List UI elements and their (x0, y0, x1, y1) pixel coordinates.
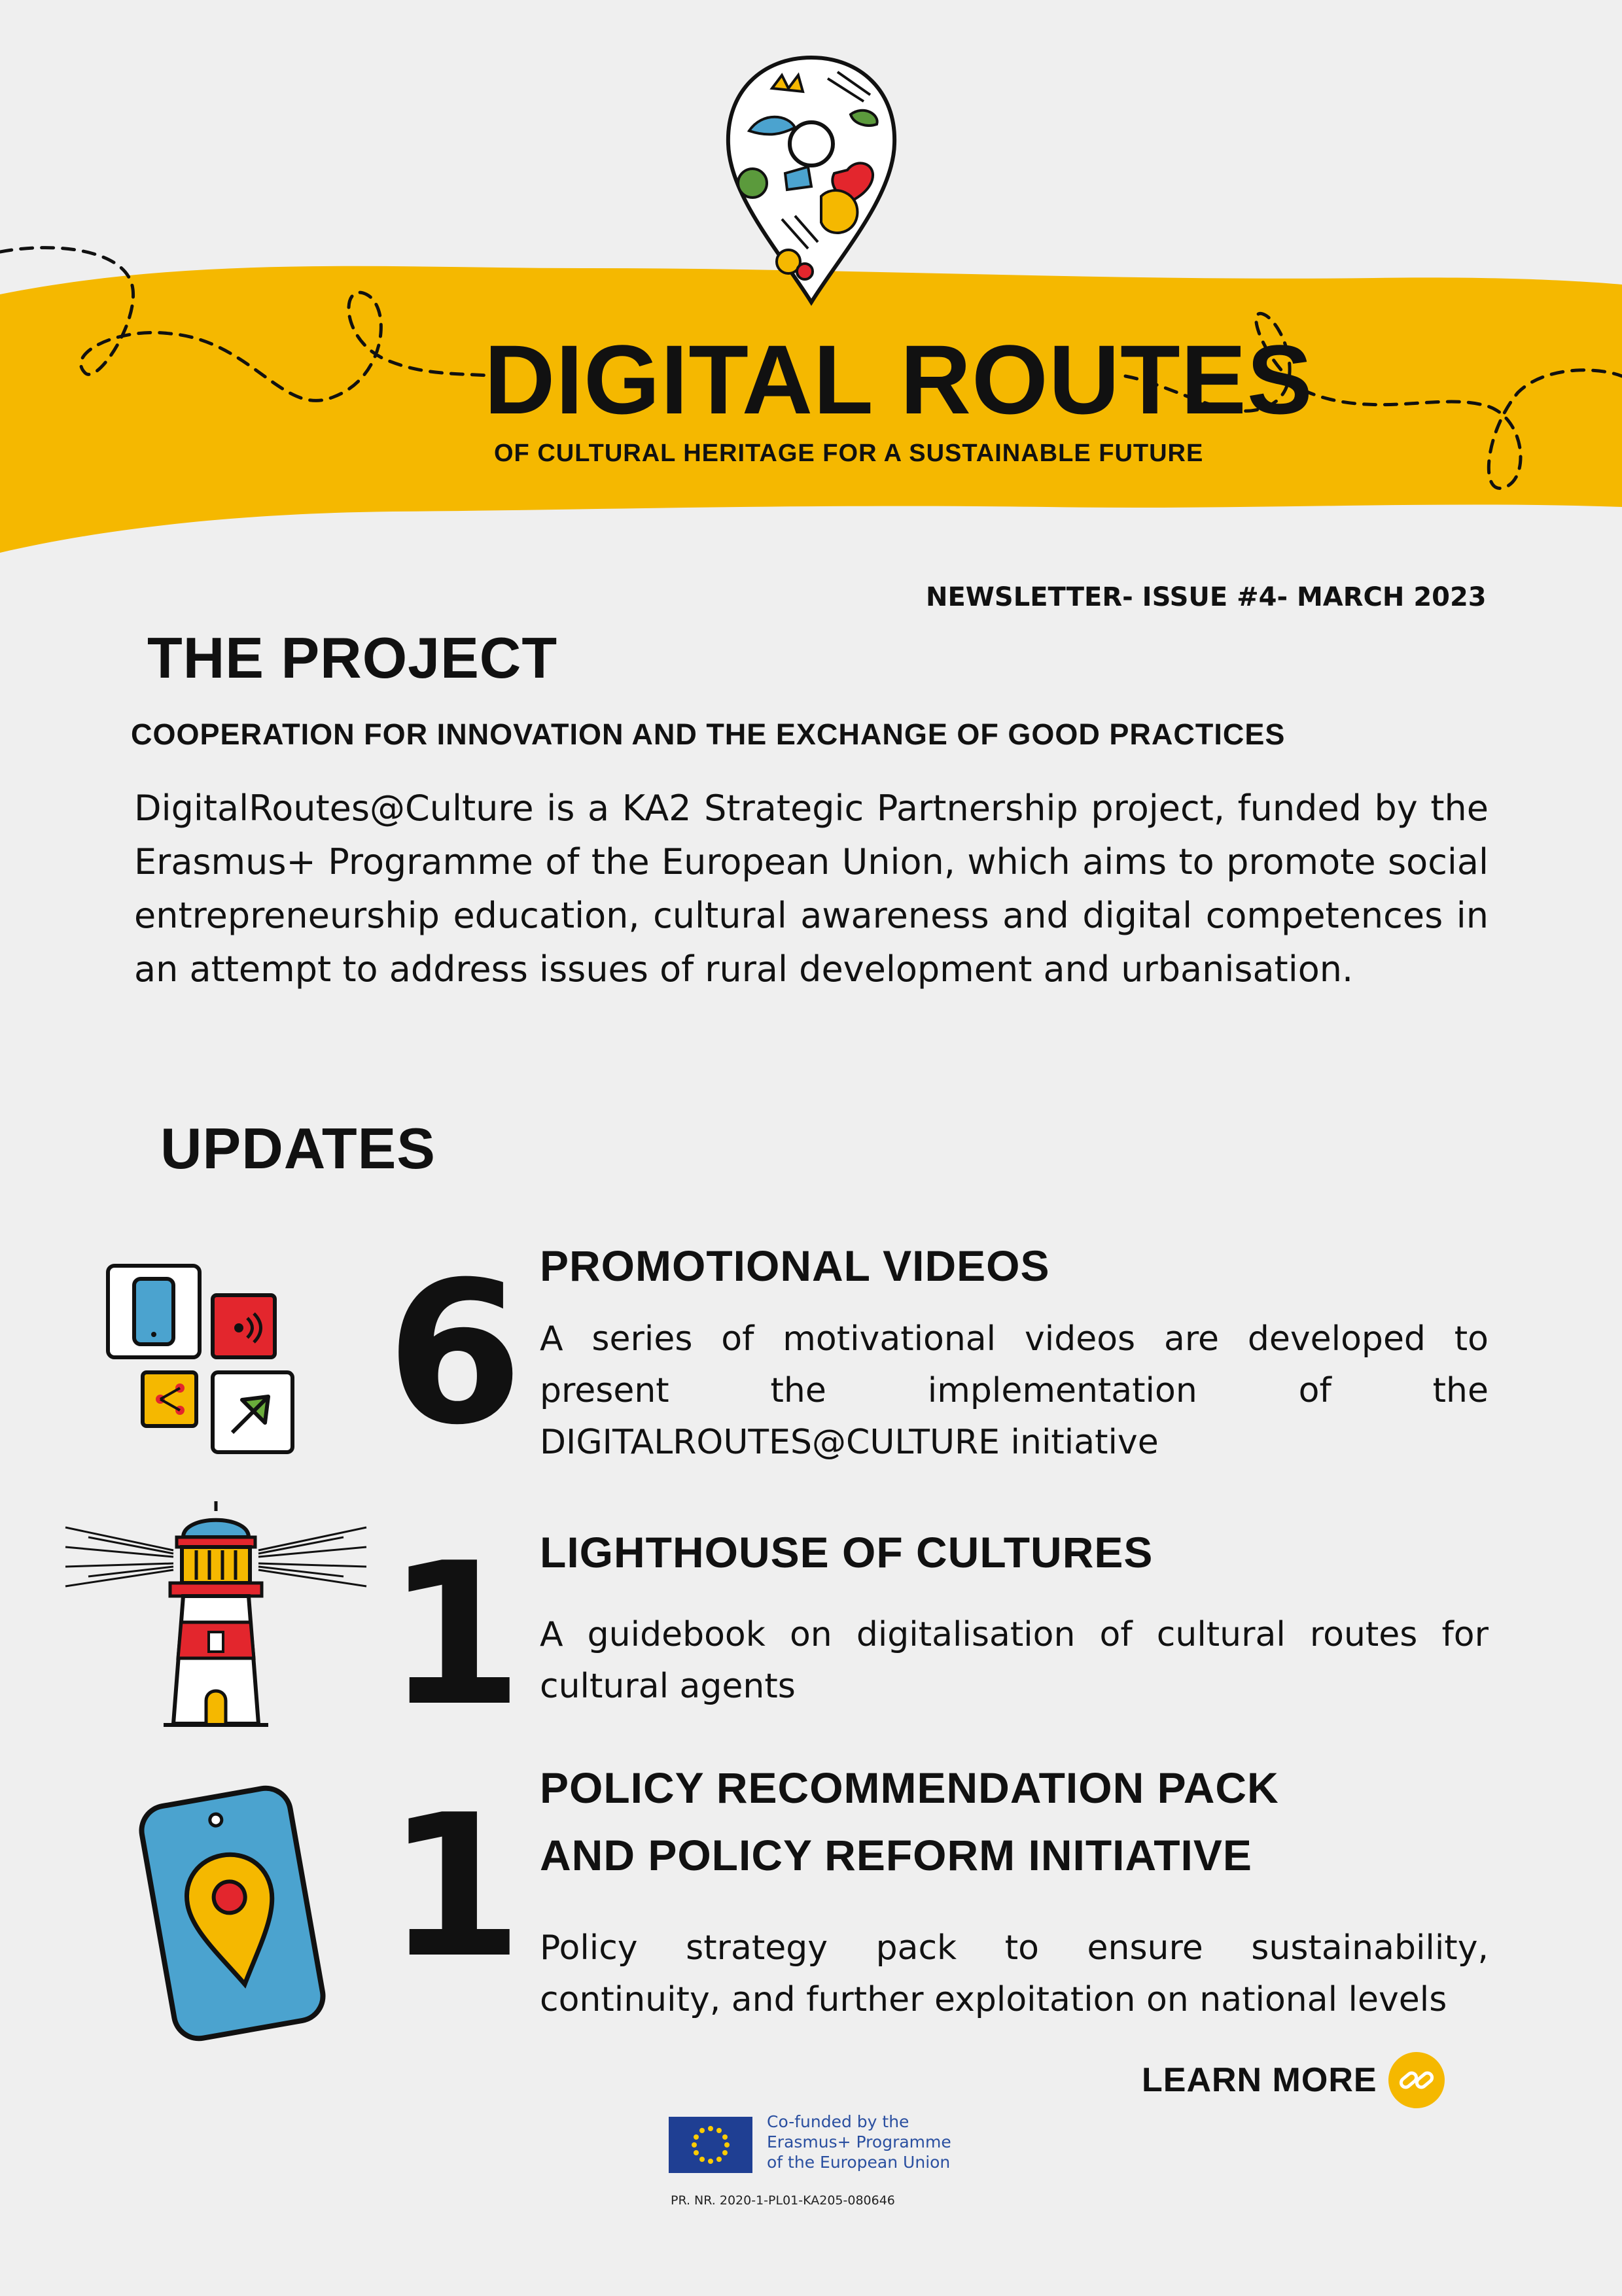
newsletter-title: DIGITAL ROUTES (484, 324, 1313, 434)
project-subheading: COOPERATION FOR INNOVATION AND THE EXCHANGE OF GOOD PRACTICES (131, 718, 1286, 751)
lighthouse-title: LIGHTHOUSE OF CULTURES (540, 1528, 1154, 1576)
link-icon[interactable] (1388, 2052, 1445, 2108)
project-heading: THE PROJECT (147, 625, 558, 690)
newsletter-subtitle: OF CULTURAL HERITAGE FOR A SUSTAINABLE FUTURE (494, 440, 1204, 467)
eu-flag-icon (669, 2117, 752, 2173)
chain-link-icon (1388, 2052, 1445, 2108)
phone-location-icon (134, 1783, 330, 2044)
videos-title: PROMOTIONAL VIDEOS (540, 1242, 1050, 1290)
media-apps-icon (105, 1262, 301, 1459)
policy-description: Policy strategy pack to ensure sustainability, continuity, and further exploitation on national levels (540, 1928, 1489, 2019)
policy-count: 1 (386, 1773, 523, 2001)
videos-description: A series of motivational videos are developed to present the implementation of the DIGITALROUTES@CULTURE initiative (540, 1319, 1489, 1462)
project-number: PR. NR. 2020-1-PL01-KA205-080646 (671, 2193, 895, 2208)
project-description: DigitalRoutes@Culture is a KA2 Strategic Partnership project, funded by the Erasmus+ Programme of the European Union, which aims to promote social entrepreneurship education, cultural awareness and digital competences in an attempt to address issues of rural development and urbanisation. (134, 788, 1489, 990)
updates-heading: UPDATES (160, 1116, 436, 1181)
logo-pin-icon (723, 52, 900, 307)
videos-count: 6 (386, 1240, 523, 1468)
eu-cofunded-text (767, 2112, 951, 2172)
learn-more-link[interactable]: LEARN MORE (1142, 2061, 1377, 2099)
eu-text-line3: of the European Union (767, 2153, 951, 2172)
eu-text-line1: Co-funded by the (767, 2112, 909, 2131)
issue-label: NEWSLETTER- ISSUE #4- MARCH 2023 (926, 582, 1487, 612)
policy-title-line2: AND POLICY REFORM INITIATIVE (540, 1831, 1252, 1879)
lighthouse-icon (62, 1498, 370, 1733)
lighthouse-count: 1 (386, 1521, 523, 1749)
eu-text-line2: Erasmus+ Programme (767, 2132, 951, 2151)
lighthouse-description: A guidebook on digitalisation of cultural routes for cultural agents (540, 1615, 1489, 1706)
policy-title-line1: POLICY RECOMMENDATION PACK (540, 1764, 1279, 1812)
